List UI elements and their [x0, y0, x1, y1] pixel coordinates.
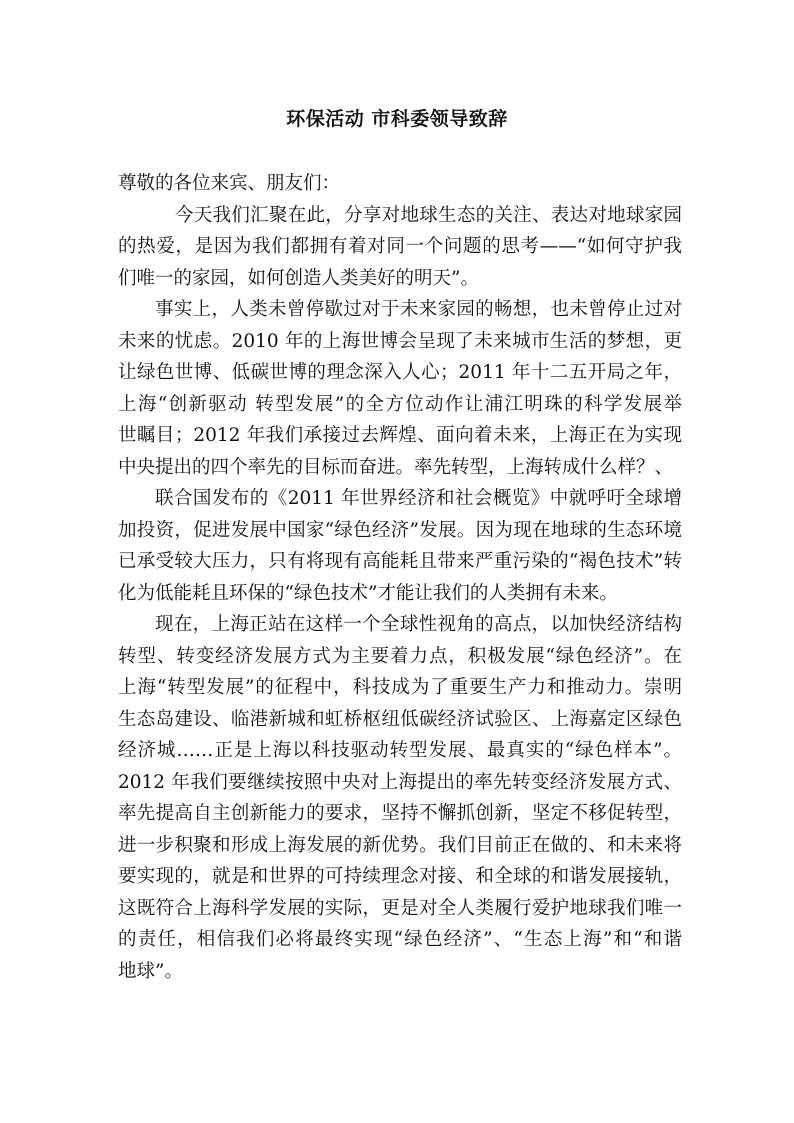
paragraph-line: 进一步积聚和形成上海发展的新优势。我们目前正在做的、和未来将 — [118, 834, 682, 856]
paragraph-line: 上海“转型发展”的征程中，科技成为了重要生产力和推动力。崇明 — [118, 677, 682, 698]
paragraph-line: 生态岛建设、临港新城和虹桥枢纽低碳经济试验区、上海嘉定区绿色 — [118, 708, 682, 730]
paragraph-line: 这既符合上海科学发展的实际，更是对全人类履行爱护地球我们唯一 — [118, 897, 682, 919]
paragraph-line: 世瞩目；2012 年我们承接过去辉煌、面向着未来，上海正在为实现 — [118, 425, 682, 446]
paragraph — [118, 294, 682, 483]
paragraph-line: 现在，上海正站在这样一个全球性视角的高点，以加快经济结构 — [155, 614, 682, 635]
paragraph — [118, 609, 682, 987]
paragraph-line: 地球”。 — [118, 960, 183, 982]
paragraph-line: 经济城……正是上海以科技驱动转型发展、最真实的“绿色样本”。 — [118, 740, 682, 761]
paragraph-line: 转型、转变经济发展方式为主要着力点，积极发展“绿色经济”。在 — [118, 645, 682, 667]
paragraphs — [118, 200, 682, 988]
paragraph-line: 联合国发布的《2011 年世界经济和社会概览》中就呼吁全球增 — [155, 488, 682, 509]
paragraph-line: 今天我们汇聚在此，分享对地球生态的关注、表达对地球家园 — [175, 204, 682, 226]
paragraph-line: 让绿色世博、低碳世博的理念深入人心；2011 年十二五开局之年， — [118, 362, 682, 383]
paragraph-line: 未来的忧虑。2010 年的上海世博会呈现了未来城市生活的梦想，更 — [118, 330, 682, 352]
paragraph-line: 加投资，促进发展中国家“绿色经济”发展。因为现在地球的生态环境 — [118, 519, 682, 541]
greeting: 尊敬的各位来宾、朋友们： — [118, 173, 341, 194]
paragraph-line: 上海“创新驱动 转型发展”的全方位动作让浦江明珠的科学发展举 — [118, 393, 682, 415]
paragraph — [118, 483, 682, 609]
paragraph-line: 化为低能耗且环保的“绿色技术”才能让我们的人类拥有未来。 — [118, 582, 618, 604]
paragraph-line: 的责任，相信我们必将最终实现“绿色经济”、“生态上海”和“和谐 — [118, 929, 682, 950]
paragraph-line: 已承受较大压力，只有将现有高能耗且带来严重污染的“褐色技术”转 — [118, 551, 682, 572]
paragraph-line: 的热爱，是因为我们都拥有着对同一个问题的思考——“如何守护我 — [118, 236, 682, 257]
paragraph — [118, 200, 682, 295]
paragraph-line: 们唯一的家园，如何创造人类美好的明天”。 — [118, 267, 479, 289]
paragraph-line: 事实上，人类未曾停歇过对于未来家园的畅想，也未曾停止过对 — [155, 299, 682, 320]
document-title: 环保活动 市科委领导致辞 — [286, 108, 508, 130]
paragraph-line: 率先提高自主创新能力的要求，坚持不懈抓创新，坚定不移促转型， — [118, 803, 682, 824]
paragraph-line: 中央提出的四个率先的目标而奋进。率先转型，上海转成什么样？、 — [118, 456, 674, 478]
document-body — [118, 168, 682, 987]
paragraph-line: 2012 年我们要继续按照中央对上海提出的率先转变经济发展方式、 — [118, 771, 682, 793]
paragraph-line: 要实现的，就是和世界的可持续理念对接、和全球的和谐发展接轨， — [118, 866, 682, 887]
